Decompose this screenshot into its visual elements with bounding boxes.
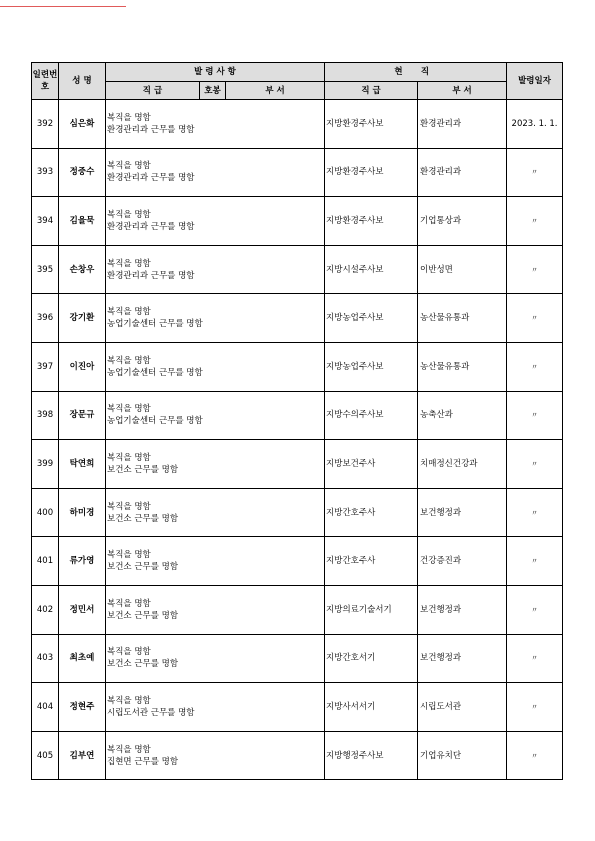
person-name: 정민서 [59,585,106,634]
order-line-2: 보건소 근무를 명함 [107,562,179,573]
order-line-2: 환경관리과 근무를 명함 [107,270,195,281]
current-dept: 환경관리과 [418,100,507,149]
order-line-1: 복직을 명함 [107,112,151,123]
table-row [32,683,563,732]
order-date: 〃 [507,537,563,586]
order-line-1: 복직을 명함 [107,550,151,561]
person-name: 최초예 [59,634,106,683]
order-date: 〃 [507,294,563,343]
order-line-1: 복직을 명함 [107,355,151,366]
serial-number: 395 [32,245,59,294]
order-line-2: 보건소 근무를 명함 [107,610,179,621]
order-text [106,537,325,586]
current-rank: 지방간호주사 [325,488,418,537]
table-row [32,731,563,780]
table-row [32,148,563,197]
table-header [32,63,563,100]
person-name: 하미경 [59,488,106,537]
current-dept: 기업통상과 [418,197,507,246]
person-name: 손창우 [59,245,106,294]
order-text [106,197,325,246]
serial-number: 398 [32,391,59,440]
order-text [106,585,325,634]
current-rank: 지방보건주사 [325,440,418,489]
serial-number: 397 [32,342,59,391]
person-name: 장문규 [59,391,106,440]
order-line-1: 복직을 명함 [107,598,151,609]
order-date: 〃 [507,731,563,780]
order-line-1: 복직을 명함 [107,647,151,658]
order-date: 〃 [507,683,563,732]
order-line-2: 보건소 근무를 명함 [107,513,179,524]
order-date: 2023. 1. 1. [507,100,563,149]
order-text [106,342,325,391]
serial-number: 402 [32,585,59,634]
order-line-1: 복직을 명함 [107,307,151,318]
header-current-rank: 직 급 [325,82,418,100]
person-name: 이진아 [59,342,106,391]
table-row [32,294,563,343]
serial-number: 401 [32,537,59,586]
header-order-rank: 직 급 [106,82,200,100]
order-line-1: 복직을 명함 [107,744,151,755]
person-name: 정중수 [59,148,106,197]
table-row [32,440,563,489]
order-date: 〃 [507,197,563,246]
current-dept: 이반성면 [418,245,507,294]
current-dept: 농산물유통과 [418,294,507,343]
current-rank: 지방간호주사 [325,537,418,586]
order-text [106,634,325,683]
table-row [32,197,563,246]
person-name: 심은화 [59,100,106,149]
header-current-group: 현 직 [325,63,507,82]
current-rank: 지방농업주사보 [325,342,418,391]
serial-number: 396 [32,294,59,343]
personnel-order-table [31,62,563,780]
order-date: 〃 [507,391,563,440]
serial-number: 404 [32,683,59,732]
serial-number: 405 [32,731,59,780]
serial-number: 393 [32,148,59,197]
header-serial: 일련번호 [32,63,59,100]
order-date: 〃 [507,634,563,683]
person-name: 탁연희 [59,440,106,489]
header-order-group: 발 령 사 항 [106,63,325,82]
order-text [106,683,325,732]
current-dept: 기업유치단 [418,731,507,780]
table-row [32,342,563,391]
header-order-dept: 부 서 [226,82,325,100]
current-dept: 치매정신건강과 [418,440,507,489]
order-text [106,100,325,149]
order-date: 〃 [507,488,563,537]
person-name: 정현주 [59,683,106,732]
order-line-2: 집현면 근무를 명함 [107,756,179,767]
table-row [32,391,563,440]
current-rank: 지방간호서기 [325,634,418,683]
order-text [106,148,325,197]
order-line-1: 복직을 명함 [107,209,151,220]
order-line-2: 시립도서관 근무를 명함 [107,707,195,718]
person-name: 김부연 [59,731,106,780]
order-date: 〃 [507,148,563,197]
current-rank: 지방환경주사보 [325,100,418,149]
serial-number: 392 [32,100,59,149]
current-rank: 지방수의주사보 [325,391,418,440]
current-dept: 농축산과 [418,391,507,440]
current-rank: 지방시설주사보 [325,245,418,294]
order-line-1: 복직을 명함 [107,695,151,706]
header-order-grade: 호봉 [200,82,226,100]
table-body [32,100,563,780]
order-line-2: 환경관리과 근무를 명함 [107,124,195,135]
current-rank: 지방의료기술서기 [325,585,418,634]
current-dept: 농산물유통과 [418,342,507,391]
current-rank: 지방농업주사보 [325,294,418,343]
current-rank: 지방환경주사보 [325,148,418,197]
order-text [106,245,325,294]
header-date: 발령일자 [507,63,563,100]
order-text [106,391,325,440]
order-line-2: 보건소 근무를 명함 [107,659,179,670]
order-line-2: 농업기술센터 근무를 명함 [107,319,203,330]
table-row [32,488,563,537]
order-line-2: 환경관리과 근무를 명함 [107,221,195,232]
order-line-2: 농업기술센터 근무를 명함 [107,416,203,427]
order-line-2: 환경관리과 근무를 명함 [107,173,195,184]
current-dept: 시립도서관 [418,683,507,732]
table-row [32,537,563,586]
serial-number: 394 [32,197,59,246]
serial-number: 403 [32,634,59,683]
order-date: 〃 [507,585,563,634]
order-text [106,731,325,780]
current-rank: 지방환경주사보 [325,197,418,246]
order-text [106,440,325,489]
table-row [32,245,563,294]
current-dept: 보건행정과 [418,585,507,634]
current-dept: 환경관리과 [418,148,507,197]
serial-number: 400 [32,488,59,537]
header-current-dept: 부 서 [418,82,507,100]
order-line-2: 보건소 근무를 명함 [107,464,179,475]
table-row [32,634,563,683]
order-line-2: 농업기술센터 근무를 명함 [107,367,203,378]
serial-number: 399 [32,440,59,489]
header-name: 성 명 [59,63,106,100]
order-date: 〃 [507,342,563,391]
person-name: 류가영 [59,537,106,586]
table-row [32,100,563,149]
person-name: 강기환 [59,294,106,343]
current-dept: 보건행정과 [418,488,507,537]
order-line-1: 복직을 명함 [107,161,151,172]
order-line-1: 복직을 명함 [107,501,151,512]
order-date: 〃 [507,440,563,489]
person-name: 김율묵 [59,197,106,246]
order-line-1: 복직을 명함 [107,258,151,269]
order-line-1: 복직을 명함 [107,452,151,463]
order-line-1: 복직을 명함 [107,404,151,415]
order-date: 〃 [507,245,563,294]
top-accent-line [0,6,126,7]
table-row [32,585,563,634]
current-dept: 보건행정과 [418,634,507,683]
order-text [106,488,325,537]
current-rank: 지방행정주사보 [325,731,418,780]
current-dept: 건강증진과 [418,537,507,586]
order-text [106,294,325,343]
current-rank: 지방사서서기 [325,683,418,732]
